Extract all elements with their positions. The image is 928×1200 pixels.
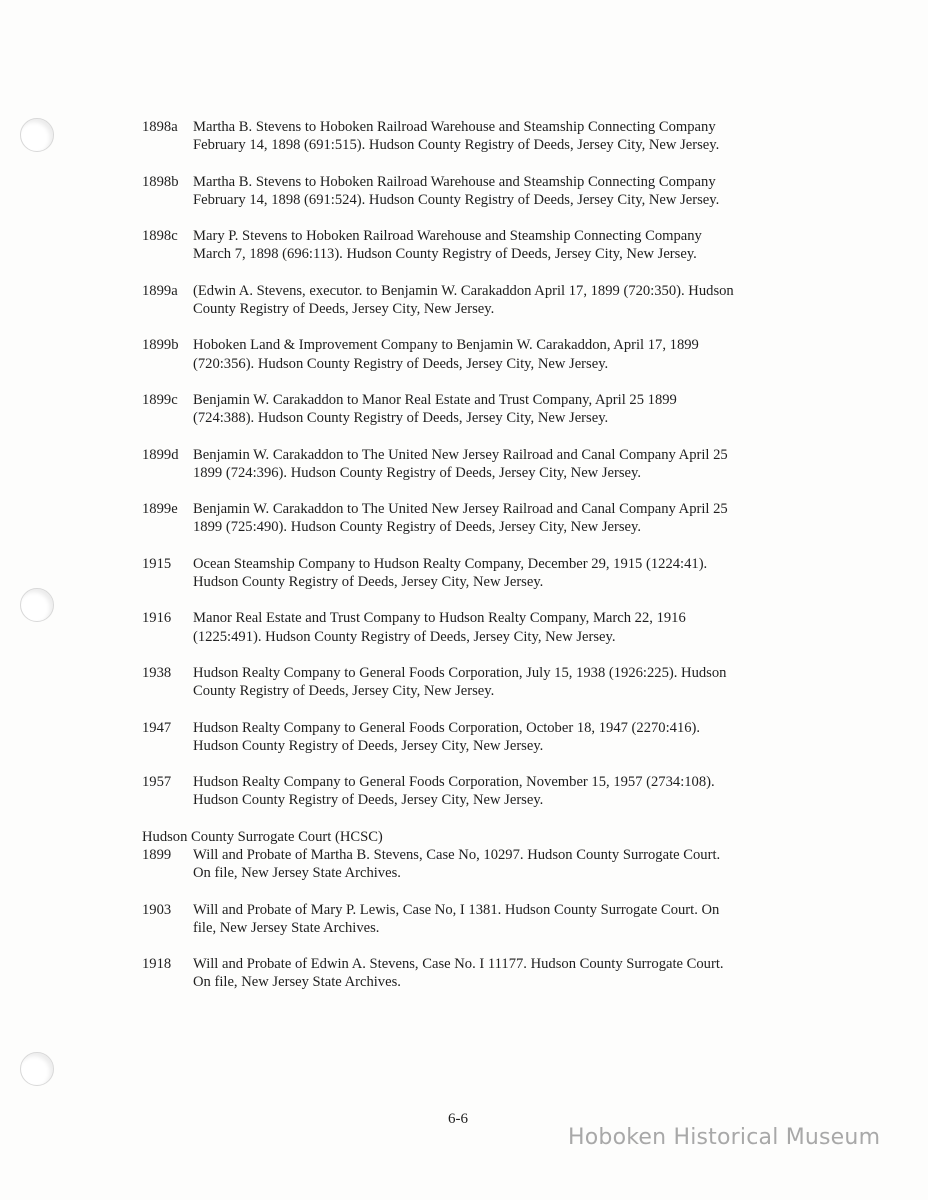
entry-line: Martha B. Stevens to Hoboken Railroad Warehouse and Steamship Connecting Company — [193, 173, 716, 190]
entry-year-label: 1903 — [142, 901, 172, 918]
entry-line: (720:356). Hudson County Registry of Deeds, Jersey City, New Jersey. — [193, 355, 609, 372]
entry-year-label: 1899d — [142, 446, 179, 463]
punch-hole — [20, 588, 54, 622]
entry-text — [193, 901, 782, 937]
entry-text — [193, 446, 782, 482]
entry-line: (1225:491). Hudson County Registry of Deeds, Jersey City, New Jersey. — [193, 628, 616, 645]
entry — [142, 173, 782, 209]
entry — [142, 282, 782, 318]
entry-text — [193, 955, 782, 991]
entry-year-label: 1898a — [142, 119, 178, 135]
entry-text — [193, 282, 782, 318]
entry-text — [193, 555, 782, 591]
entry-year-label: 1899b — [142, 337, 179, 354]
entry — [142, 846, 782, 882]
entry-line: Will and Probate of Martha B. Stevens, Case No, 10297. Hudson County Surrogate Court. — [193, 846, 721, 863]
entry — [142, 227, 782, 263]
entry-text — [193, 336, 782, 372]
entry — [142, 555, 782, 591]
watermark: Hoboken Historical Museum — [568, 1125, 881, 1150]
entry-line: Benjamin W. Carakaddon to Manor Real Estate and Trust Company, April 25 1899 — [193, 391, 677, 408]
entry-line: Martha B. Stevens to Hoboken Railroad Warehouse and Steamship Connecting Company — [193, 119, 716, 135]
entry-text — [193, 500, 782, 536]
entry-year-label: 1916 — [142, 610, 172, 627]
deed-list — [142, 118, 782, 810]
entry-year-label: 1899e — [142, 501, 178, 518]
entry-line: Hoboken Land & Improvement Company to Benjamin W. Carakaddon, April 17, 1899 — [193, 337, 699, 354]
entry-year-label: 1899 — [142, 846, 172, 863]
entry-line: Hudson County Registry of Deeds, Jersey City, New Jersey. — [193, 792, 544, 809]
entry-line: February 14, 1898 (691:515). Hudson County Registry of Deeds, Jersey City, New Jersey. — [193, 137, 720, 154]
entry-line: Mary P. Stevens to Hoboken Railroad Warehouse and Steamship Connecting Company — [193, 228, 702, 245]
entry-line: 1899 (724:396). Hudson County Registry of Deeds, Jersey City, New Jersey. — [193, 464, 642, 481]
entry-line: 1899 (725:490). Hudson County Registry of Deeds, Jersey City, New Jersey. — [193, 519, 642, 536]
entry-line: Will and Probate of Edwin A. Stevens, Case No. I 11177. Hudson County Surrogate Court. — [193, 956, 724, 973]
entry — [142, 609, 782, 645]
entry — [142, 336, 782, 372]
entry-line: Benjamin W. Carakaddon to The United New Jersey Railroad and Canal Company April 25 — [193, 446, 728, 463]
entry-text — [193, 846, 782, 882]
entry-text — [193, 609, 782, 645]
entry-line: file, New Jersey State Archives. — [193, 919, 380, 936]
entry-line: Hudson County Registry of Deeds, Jersey City, New Jersey. — [193, 573, 544, 590]
entry-line: Hudson Realty Company to General Foods Corporation, October 18, 1947 (2270:416). — [193, 719, 701, 736]
entry — [142, 446, 782, 482]
entry-year-label: 1915 — [142, 555, 172, 572]
entry-line: County Registry of Deeds, Jersey City, New Jersey. — [193, 300, 495, 317]
entry-line: (724:388). Hudson County Registry of Deeds, Jersey City, New Jersey. — [193, 410, 609, 427]
entry-year-label: 1947 — [142, 719, 172, 736]
entry — [142, 391, 782, 427]
entry-year-label: 1898b — [142, 173, 179, 190]
entry-year-label: 1938 — [142, 664, 172, 681]
entry — [142, 719, 782, 755]
entry-line: March 7, 1898 (696:113). Hudson County Registry of Deeds, Jersey City, New Jersey. — [193, 246, 697, 263]
entry-year-label: 1918 — [142, 956, 172, 973]
entry-text — [193, 173, 782, 209]
entry-text — [193, 227, 782, 263]
entry-year-label: 1957 — [142, 774, 172, 791]
entry — [142, 500, 782, 536]
entry-line: Manor Real Estate and Trust Company to Hudson Realty Company, March 22, 1916 — [193, 610, 686, 627]
entry — [142, 901, 782, 937]
deed-entries — [142, 118, 782, 1010]
surrogate-list — [142, 846, 782, 992]
entry — [142, 773, 782, 809]
section-heading: Hudson County Surrogate Court (HCSC) — [142, 828, 383, 845]
entry — [142, 118, 782, 154]
entry-line: Hudson Realty Company to General Foods Corporation, November 15, 1957 (2734:108). — [193, 774, 715, 791]
entry-line: Ocean Steamship Company to Hudson Realty Company, December 29, 1915 (1224:41). — [193, 555, 708, 572]
page-number: 6-6 — [448, 1111, 468, 1127]
entry-text — [193, 664, 782, 700]
entry-line: Benjamin W. Carakaddon to The United New Jersey Railroad and Canal Company April 25 — [193, 501, 728, 518]
entry-line: On file, New Jersey State Archives. — [193, 974, 401, 991]
entry-line: County Registry of Deeds, Jersey City, New Jersey. — [193, 683, 495, 700]
entry-line: Will and Probate of Mary P. Lewis, Case No, I 1381. Hudson County Surrogate Court. On — [193, 901, 720, 918]
entry-line: (Edwin A. Stevens, executor. to Benjamin W. Carakaddon April 17, 1899 (720:350). Hudson — [193, 282, 734, 299]
entry-line: Hudson Realty Company to General Foods Corporation, July 15, 1938 (1926:225). Hudson — [193, 664, 727, 681]
entry-line: Hudson County Registry of Deeds, Jersey City, New Jersey. — [193, 737, 544, 754]
entry — [142, 955, 782, 991]
entry-year-label: 1899c — [142, 391, 178, 408]
entry-text — [193, 391, 782, 427]
punch-hole — [20, 1052, 54, 1086]
entry-text — [193, 719, 782, 755]
entry-year-label: 1899a — [142, 282, 178, 299]
entry-line: On file, New Jersey State Archives. — [193, 865, 401, 882]
entry-text — [193, 118, 782, 154]
entry-text — [193, 773, 782, 809]
entry-year-label: 1898c — [142, 228, 178, 245]
punch-hole — [20, 118, 54, 152]
entry-line: February 14, 1898 (691:524). Hudson County Registry of Deeds, Jersey City, New Jersey. — [193, 191, 720, 208]
entry — [142, 664, 782, 700]
